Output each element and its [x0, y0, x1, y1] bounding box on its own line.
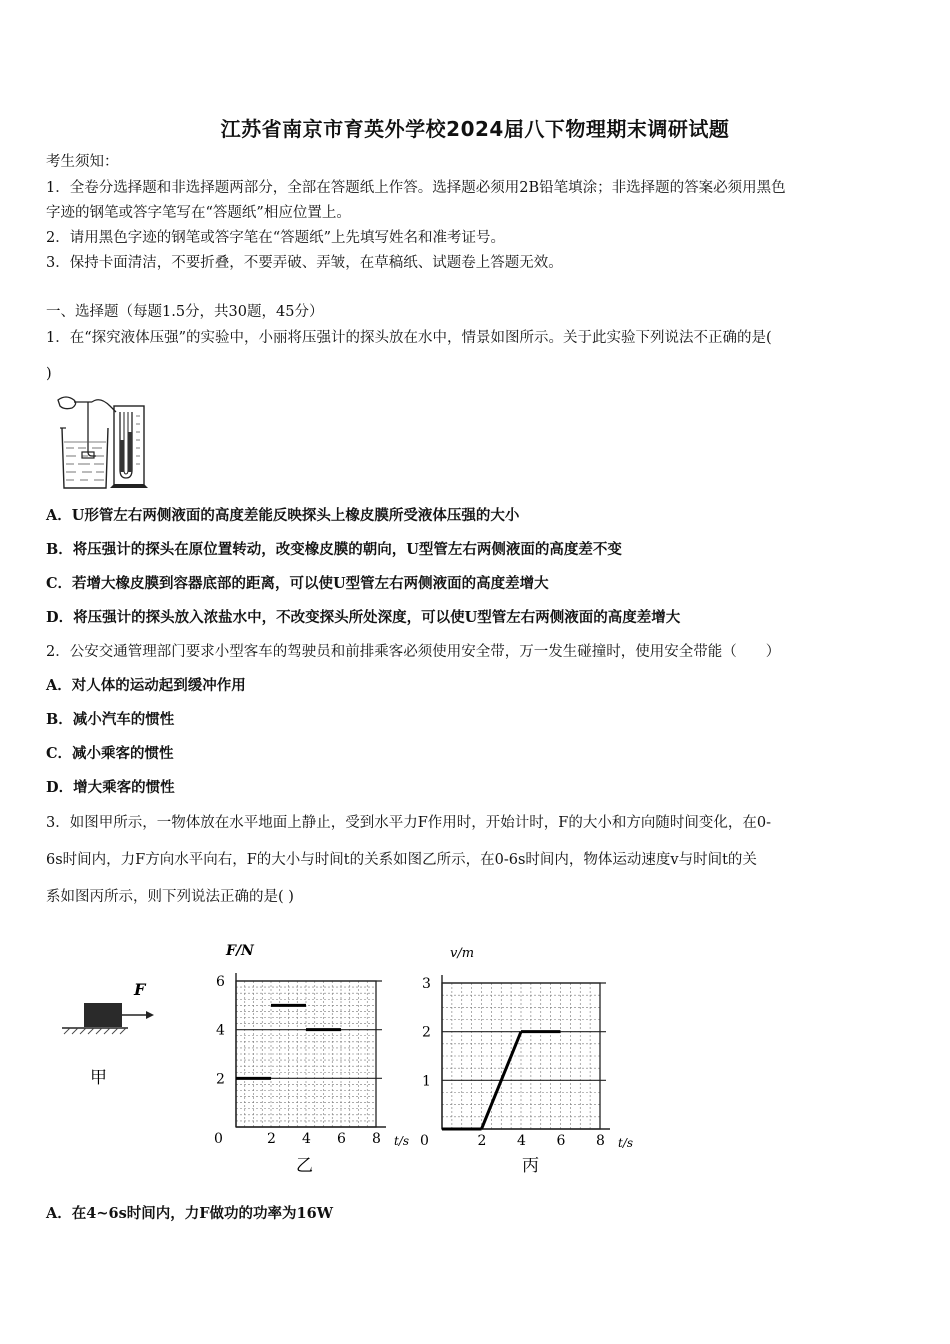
notice-item-1: 1．全卷分选择题和非选择题两部分，全部在答题纸上作答。选择题必须用2B铅笔填涂；非选择题的答案必须用黑色 [46, 180, 786, 196]
x-tick-label: 4 [517, 1133, 526, 1149]
q2-option-c: C．减小乘客的惯性 [46, 745, 174, 762]
notice-heading: 考生须知： [46, 154, 119, 170]
section-heading: 一、选择题（每题1.5分，共30题，45分） [46, 304, 324, 320]
bing-y-axis-label: v/m [450, 946, 475, 961]
yi-x-axis-label: t/s [394, 1134, 410, 1148]
notice-item-2: 2．请用黑色字迹的钢笔或答字笔在“答题纸”上先填写姓名和准考证号。 [46, 230, 506, 246]
notice-item-3: 3．保持卡面清洁，不要折叠，不要弄破、弄皱，在草稿纸、试题卷上答题无效。 [46, 255, 563, 271]
page-title: 江苏省南京市育英外学校2024届八下物理期末调研试题 [220, 117, 730, 141]
x-tick-label: 0 [420, 1133, 429, 1149]
force-label: F [134, 980, 146, 999]
y-tick-label: 6 [216, 974, 225, 990]
q3-figures [40, 935, 660, 1185]
q3-option-a: A．在4~6s时间内，力F做功的功率为16W [46, 1205, 333, 1222]
q1-option-d: D．将压强计的探头放入浓盐水中，不改变探头所处深度，可以使U型管左右两侧液面的高度差增大 [46, 609, 681, 626]
q3-stem-line-2: 6s时间内，力F方向水平向右，F的大小与时间t的关系如图乙所示，在0-6s时间内，物体运动速度v与时间t的关 [46, 852, 757, 868]
y-tick-label: 2 [216, 1071, 225, 1088]
y-tick-label: 4 [216, 1022, 225, 1039]
x-tick-label: 2 [477, 1133, 487, 1149]
force-arrowhead [146, 1011, 154, 1019]
chart-force-time [214, 943, 409, 1176]
q1-option-b: B．将压强计的探头在原位置转动，改变橡皮膜的朝向，U型管左右两侧液面的高度差不变 [46, 541, 622, 558]
q1-stem: 1．在“探究液体压强”的实验中，小丽将压强计的探头放在水中，情景如图所示。关于此实验下列说法不正确的是( [46, 330, 772, 346]
q1-option-c: C．若增大橡皮膜到容器底部的距离，可以使U型管左右两侧液面的高度差增大 [46, 575, 549, 592]
x-tick-label: 6 [556, 1133, 566, 1149]
notice-item-1-cont: 字迹的钢笔或答字笔写在“答题纸”相应位置上。 [46, 205, 351, 221]
y-tick-label: 2 [422, 1024, 431, 1041]
figure-label-yi: 乙 [296, 1156, 313, 1176]
ground-hatch [64, 1028, 126, 1034]
pressure-gauge-figure [52, 392, 152, 492]
q2-option-d: D．增大乘客的惯性 [46, 779, 175, 796]
q3-stem-line-3: 系如图丙所示，则下列说法正确的是( ) [46, 889, 294, 905]
figure-jia [62, 980, 154, 1088]
q2-option-a: A．对人体的运动起到缓冲作用 [46, 677, 246, 694]
q2-option-b: B．减小汽车的惯性 [46, 711, 175, 728]
chart-velocity-time [420, 946, 633, 1176]
x-tick-label: 0 [214, 1131, 223, 1147]
q3-stem-line-1: 3．如图甲所示，一物体放在水平地面上静止，受到水平力F作用时，开始计时，F的大小和方向随时间变化，在0- [46, 815, 771, 831]
q2-stem: 2．公安交通管理部门要求小型客车的驾驶员和前排乘客必须使用安全带，万一发生碰撞时，使用安全带能（ ） [46, 644, 781, 660]
block [84, 1003, 122, 1027]
q1-option-a: A．U形管左右两侧液面的高度差能反映探头上橡皮膜所受液体压强的大小 [46, 507, 520, 524]
figure-label-bing: 丙 [522, 1156, 539, 1176]
x-tick-label: 8 [372, 1131, 381, 1147]
bing-x-axis-label: t/s [618, 1136, 634, 1150]
yi-y-axis-label: F/N [226, 943, 254, 959]
y-tick-label: 3 [422, 976, 431, 992]
q1-stem-cont: ) [46, 366, 52, 382]
y-tick-label: 1 [422, 1073, 431, 1090]
x-tick-label: 2 [267, 1131, 276, 1147]
x-tick-label: 4 [302, 1131, 311, 1147]
x-tick-label: 6 [337, 1131, 346, 1147]
figure-label-jia: 甲 [90, 1068, 107, 1088]
x-tick-label: 8 [596, 1133, 605, 1149]
